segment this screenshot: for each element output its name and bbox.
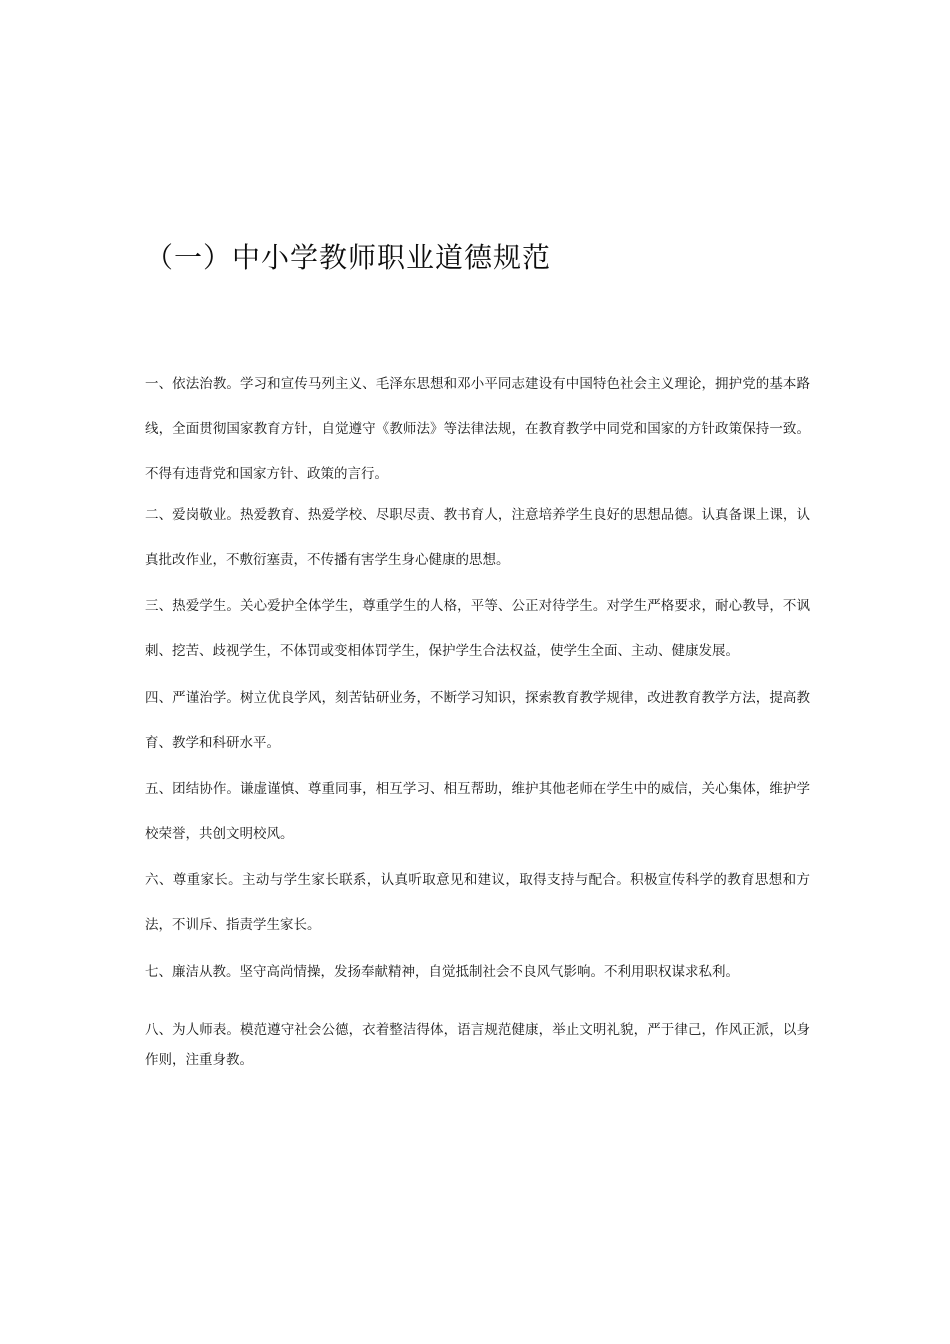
article-7: 七、廉洁从教。坚守高尚情操，发扬奉献精神，自觉抵制社会不良风气影响。不利用职权谋求私利。 — [145, 964, 739, 980]
page-title: （一）中小学教师职业道德规范 — [145, 241, 552, 274]
article-6: 六、尊重家长。主动与学生家长联系，认真听取意见和建议，取得支持与配合。积极宣传科学的教育思想和方法，不训斥、指责学生家长。 — [145, 872, 810, 933]
article-3: 三、热爱学生。关心爱护全体学生，尊重学生的人格，平等、公正对待学生。对学生严格要求，耐心教导，不讽刺、挖苦、歧视学生，不体罚或变相体罚学生，保护学生合法权益，使学生全面、主动、健康发展。 — [145, 598, 810, 659]
article-4: 四、严谨治学。树立优良学风，刻苦钻研业务，不断学习知识，探索教育教学规律，改进教育教学方法，提高教育、教学和科研水平。 — [145, 690, 810, 751]
article-1: 一、依法治教。学习和宣传马列主义、毛泽东思想和邓小平同志建设有中国特色社会主义理论，拥护党的基本路线，全面贯彻国家教育方针，自觉遵守《教师法》等法律法规，在教育教学中同党和国家的方针政策保持一致。不得有违背党和国家方针、政策的言行。 — [145, 376, 810, 482]
article-5: 五、团结协作。谦虚谨慎、尊重同事，相互学习、相互帮助，维护其他老师在学生中的威信，关心集体，维护学校荣誉，共创文明校风。 — [145, 781, 810, 842]
article-8: 八、为人师表。模范遵守社会公德，衣着整洁得体，语言规范健康，举止文明礼貌，严于律己，作风正派，以身作则，注重身教。 — [145, 1022, 810, 1068]
article-2: 二、爱岗敬业。热爱教育、热爱学校、尽职尽责、教书育人，注意培养学生良好的思想品德。认真备课上课，认真批改作业，不敷衍塞责，不传播有害学生身心健康的思想。 — [145, 507, 810, 568]
